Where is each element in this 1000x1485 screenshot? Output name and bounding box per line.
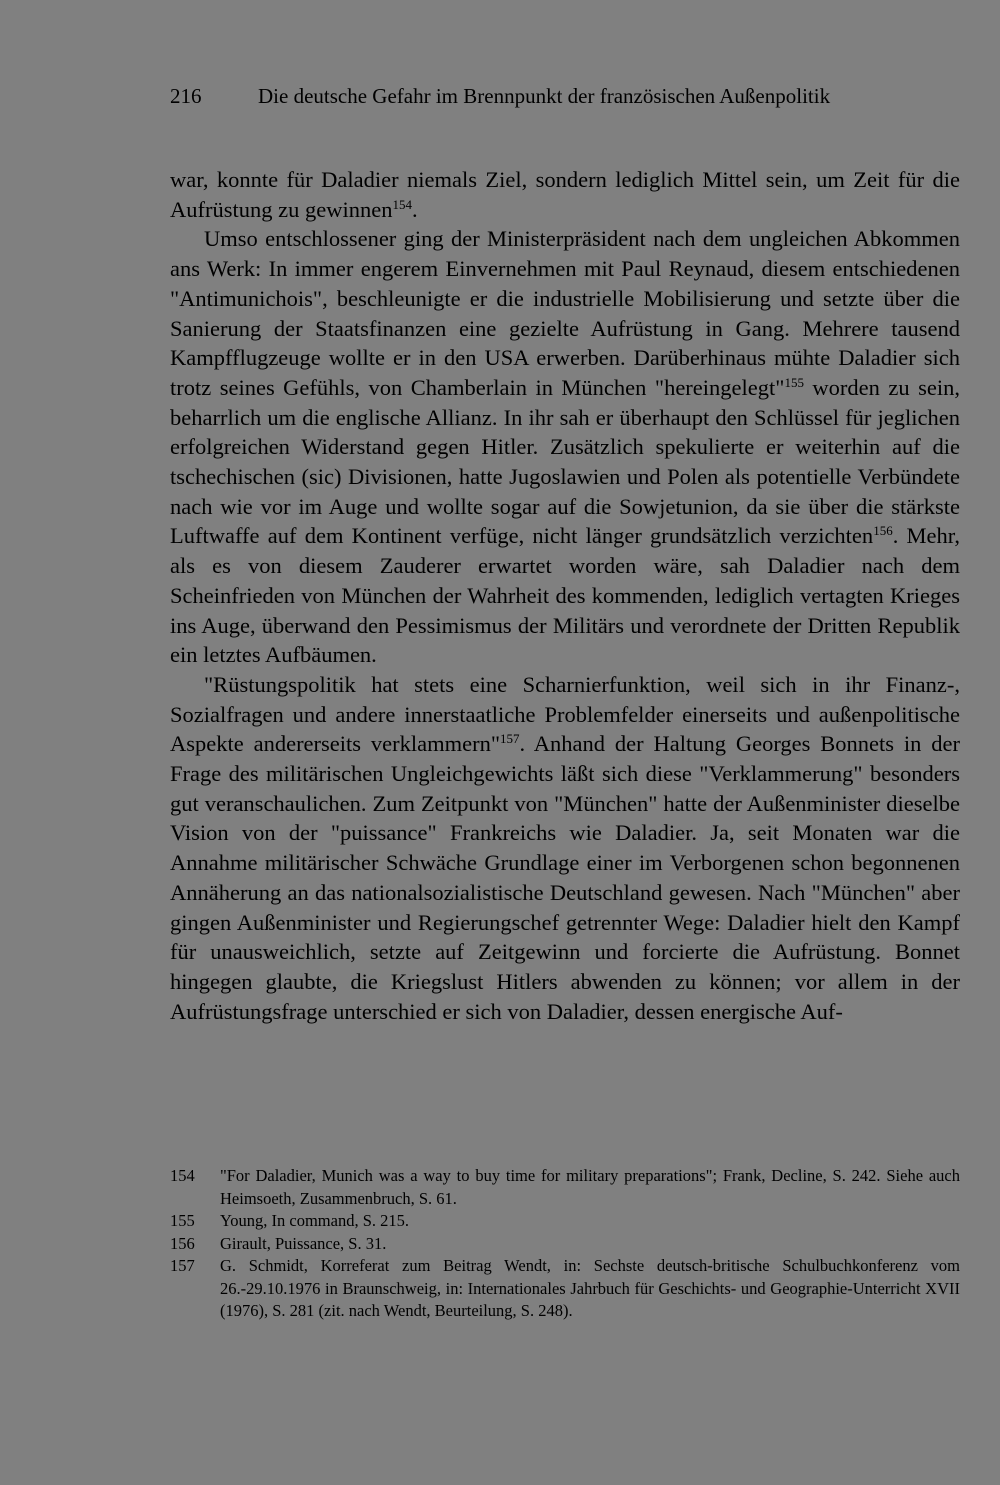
footnote-157 bbox=[170, 1255, 960, 1323]
footnote-text: Young, In command, S. 215. bbox=[220, 1211, 410, 1230]
footnote-155 bbox=[170, 1210, 960, 1233]
footnote-number: 154 bbox=[170, 1166, 195, 1185]
footnote-154 bbox=[170, 1165, 960, 1210]
footnote-ref-154[interactable]: 154 bbox=[392, 196, 412, 212]
footnote-ref-156[interactable]: 156 bbox=[873, 523, 893, 539]
paragraph-text: worden zu sein, beharrlich um die englische Allianz. In ihr sah er überhaupt den Schlüssel für jeglichen erfolgreichen Widerstand gegen Hitler. Zusätzlich spekulierte er weiterhin auf die tschechischen (sic) Divisionen, hatte Jugoslawien und Polen als potentielle Verbündete nach wie vor im Auge und wollte sogar auf die Sowjetunion, da sie über die stärkste Luftwaffe auf dem Kontinent verfüge, nicht länger grundsätzlich verzichten bbox=[170, 374, 960, 549]
paragraph-1 bbox=[170, 165, 960, 224]
paragraph-3 bbox=[170, 670, 960, 1026]
paragraph-text: war, konnte für Daladier niemals Ziel, sondern lediglich Mittel sein, um Zeit für die Aufrüstung zu gewinnen bbox=[170, 167, 960, 222]
paragraph-text: "Rüstungspolitik hat stets eine Scharnierfunktion, weil sich in ihr Finanz-, Sozialfragen und andere innerstaatliche Problemfelder einerseits und außenpolitische Aspekte andererseits verklammern" bbox=[170, 671, 960, 757]
paragraph-text: . bbox=[411, 196, 418, 222]
footnote-ref-155[interactable]: 155 bbox=[784, 374, 804, 390]
running-title: Die deutsche Gefahr im Brennpunkt der französischen Außenpolitik bbox=[258, 84, 831, 108]
paragraph-text: . Mehr, als es von diesem Zauderer erwartet worden wäre, sah Daladier nach dem Scheinfrieden von München der Wahrheit des kommenden, lediglich vertagten Krieges ins Auge, überwand den Pessimismus der Militärs und verordnete der Dritten Republik ein letztes Aufbäumen. bbox=[170, 523, 960, 668]
paragraph-text: . Anhand der Haltung Georges Bonnets in der Frage des militärischen Ungleichgewichts läßt sich diese "Verklammerung" besonders gut veranschaulichen. Zum Zeitpunkt von "München" hatte der Außenminister dieselbe Vision von der "puissance" Frankreichs wie Daladier. Ja, seit Monaten war die Annahme militärischer Schwäche Grundlage einer im Verborgenen schon begonnenen Annäherung an das nationalsozialistische Deutschland gewesen. Nach "München" aber gingen Außenminister und Regierungschef getrennter Wege: Daladier hielt den Kampf für unausweichlich, setzte auf Zeitgewinn und forcierte die Aufrüstung. Bonnet hingegen glaubte, die Kriegslust Hitlers abwenden zu können; vor allem in der Aufrüstungsfrage unterschied er sich von Daladier, dessen energische Auf- bbox=[170, 731, 960, 1024]
footnote-number: 155 bbox=[170, 1211, 195, 1230]
footnote-ref-157[interactable]: 157 bbox=[500, 731, 520, 747]
main-text bbox=[170, 165, 960, 1026]
footnote-text: G. Schmidt, Korreferat zum Beitrag Wendt, in: Sechste deutsch-britische Schulbuchkonferenz vom 26.-29.10.1976 in Braunschweig, in: Internationales Jahrbuch für Geschichts- und Geographie-Unterricht XVII (1976), S. 281 (zit. nach Wendt, Beurteilung, S. 248). bbox=[220, 1256, 960, 1320]
paragraph-2 bbox=[170, 224, 960, 670]
footnote-156 bbox=[170, 1233, 960, 1256]
footnote-number: 156 bbox=[170, 1233, 195, 1253]
footnote-text: "For Daladier, Munich was a way to buy time for military preparations"; Frank, Decline, S. 242. Siehe auch Heimsoeth, Zusammenbruch, S. 61. bbox=[220, 1166, 960, 1208]
running-header bbox=[170, 82, 960, 110]
page-number: 216 bbox=[170, 84, 202, 108]
paragraph-text: Umso entschlossener ging der Ministerpräsident nach dem ungleichen Abkommen ans Werk: In immer engerem Einvernehmen mit Paul Reynaud, diesem entschiedenen "Antimunichois", beschleunigte er die industrielle Mobilisierung und setzte über die Sanierung der Staatsfinanzen eine gezielte Aufrüstung in Gang. Mehrere tausend Kampfflugzeuge wollte er in den USA erwerben. Darüberhinaus mühte Daladier sich trotz seines Gefühls, von Chamberlain in München "hereingelegt" bbox=[170, 226, 960, 400]
footnotes bbox=[170, 1165, 960, 1323]
footnote-text: Girault, Puissance, S. 31. bbox=[220, 1233, 387, 1253]
footnote-number: 157 bbox=[170, 1256, 195, 1275]
